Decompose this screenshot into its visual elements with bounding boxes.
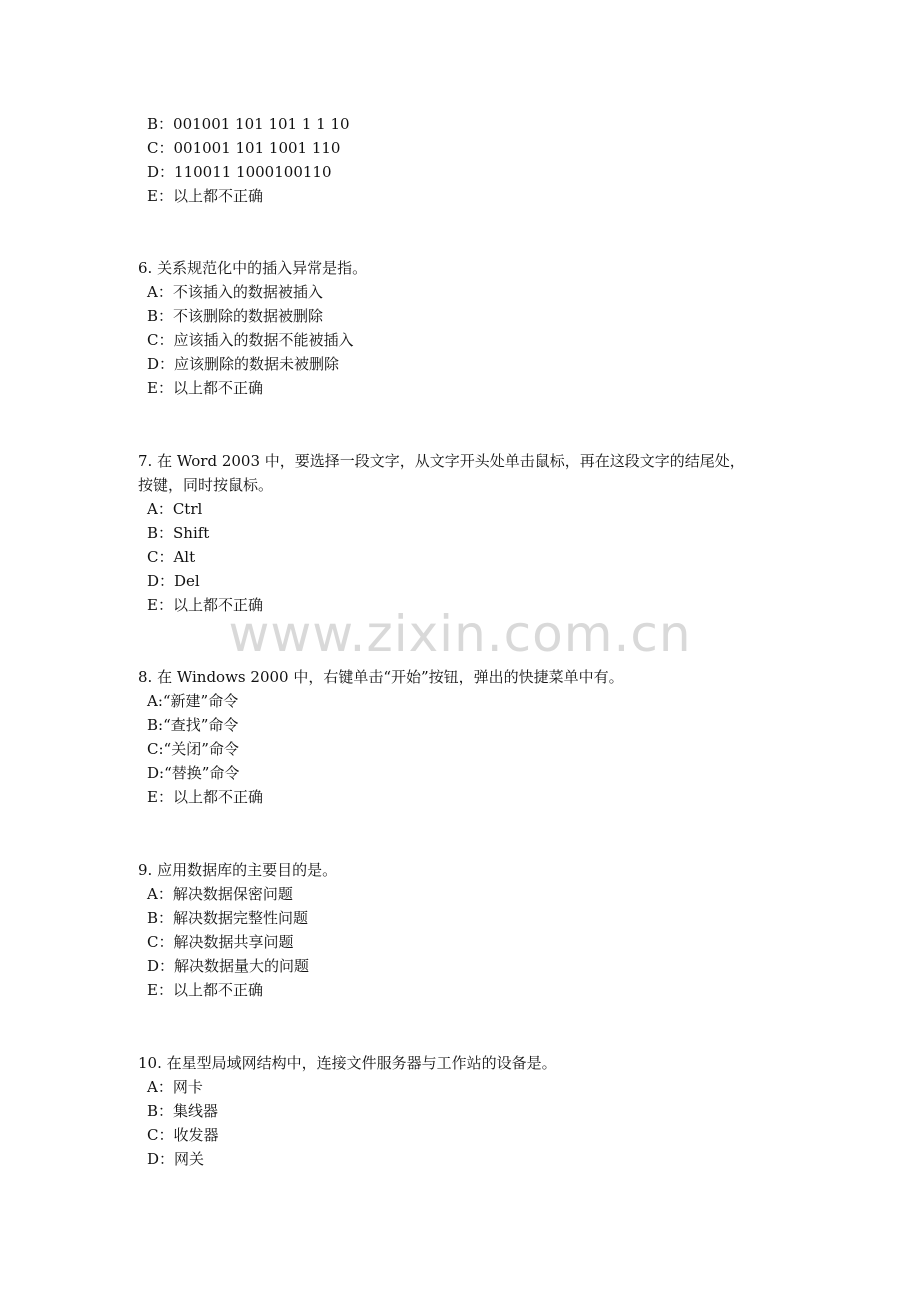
q7-option-e: E：以上都不正确	[147, 596, 263, 614]
q9-option-e: E：以上都不正确	[147, 981, 263, 999]
q10-stem: 10. 在星型局域网结构中，连接文件服务器与工作站的设备是。	[138, 1054, 557, 1072]
q8-option-e: E：以上都不正确	[147, 788, 263, 806]
q9-stem: 9. 应用数据库的主要目的是。	[138, 861, 338, 879]
q8-option-d: D:“替换”命令	[147, 764, 240, 782]
q5-option-b: B：001001 101 101 1 1 10	[147, 115, 350, 133]
q10-option-b: B：集线器	[147, 1102, 219, 1120]
q8-option-a: A:“新建”命令	[147, 692, 239, 710]
q5-option-c: C：001001 101 1001 110	[147, 139, 341, 157]
watermark: www.zixin.com.cn	[228, 605, 692, 663]
q9-option-b: B：解决数据完整性问题	[147, 909, 309, 927]
q6-option-e: E：以上都不正确	[147, 379, 263, 397]
q6-option-c: C：应该插入的数据不能被插入	[147, 331, 354, 349]
q7-option-b: B：Shift	[147, 524, 210, 542]
q10-option-a: A：网卡	[147, 1078, 203, 1096]
q5-option-e: E：以上都不正确	[147, 187, 263, 205]
q9-option-c: C：解决数据共享问题	[147, 933, 294, 951]
q10-option-c: C：收发器	[147, 1126, 219, 1144]
q7-stem-line1: 7. 在 Word 2003 中，要选择一段文字，从文字开头处单击鼠标，再在这段文字的结尾处，	[138, 452, 745, 470]
q8-option-b: B:“查找”命令	[147, 716, 239, 734]
q10-option-d: D：网关	[147, 1150, 205, 1168]
q8-stem: 8. 在 Windows 2000 中，右键单击“开始”按钮，弹出的快捷菜单中有。	[138, 668, 624, 686]
q7-option-c: C：Alt	[147, 548, 196, 566]
q9-option-a: A：解决数据保密问题	[147, 885, 293, 903]
q9-option-d: D：解决数据量大的问题	[147, 957, 310, 975]
q6-option-b: B：不该删除的数据被删除	[147, 307, 324, 325]
q6-stem: 6. 关系规范化中的插入异常是指。	[138, 259, 368, 277]
q5-option-d: D：110011 1000100110	[147, 163, 332, 181]
q7-stem-line2: 按键，同时按鼠标。	[138, 476, 274, 494]
q6-option-d: D：应该删除的数据未被删除	[147, 355, 340, 373]
q7-option-a: A：Ctrl	[147, 500, 203, 518]
q7-option-d: D：Del	[147, 572, 200, 590]
q8-option-c: C:“关闭”命令	[147, 740, 239, 758]
q6-option-a: A：不该插入的数据被插入	[147, 283, 323, 301]
